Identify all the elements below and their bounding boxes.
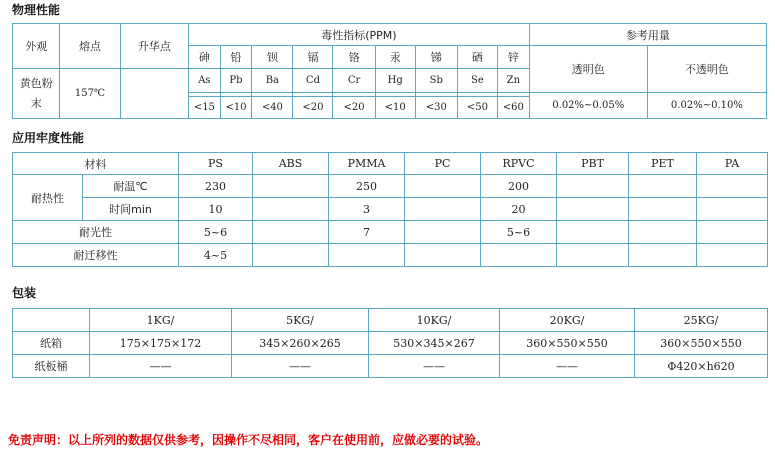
table-cell: 230 (179, 175, 253, 198)
transparent-header: 透明色 (529, 46, 647, 93)
table-cell: 250 (329, 175, 405, 198)
element-symbol: As (189, 69, 221, 93)
limit-value: <20 (293, 97, 333, 119)
table-cell (557, 198, 629, 221)
element-symbol: Cd (293, 69, 333, 93)
material-column: PC (405, 153, 481, 175)
toxicity-header: 毒性指标(PPM) (189, 24, 530, 46)
appearance-value: 黄色粉末 (13, 69, 60, 119)
element-cn: 锑 (415, 46, 457, 69)
material-column: ABS (253, 153, 329, 175)
table-cell (697, 198, 768, 221)
limit-value: <10 (220, 97, 252, 119)
table-cell (481, 244, 557, 267)
limit-value: <60 (497, 97, 529, 119)
table-cell (405, 198, 481, 221)
table-cell: 7 (329, 221, 405, 244)
package-size: 25KG/ (635, 309, 768, 332)
table-cell: 4~5 (179, 244, 253, 267)
appearance-header: 外观 (13, 24, 60, 69)
table-cell (697, 221, 768, 244)
element-symbol: Hg (375, 69, 415, 93)
table-cell (629, 175, 697, 198)
table-cell (629, 221, 697, 244)
table-cell: 175×175×172 (90, 332, 232, 355)
package-size: 5KG/ (232, 309, 369, 332)
element-cn: 镉 (293, 46, 333, 69)
table-cell: 10 (179, 198, 253, 221)
material-header: 材料 (13, 153, 179, 175)
transparent-value: 0.02%~0.05% (529, 93, 647, 119)
limit-value: <30 (415, 97, 457, 119)
melting-point-header: 熔点 (60, 24, 120, 69)
table-cell: 20 (481, 198, 557, 221)
melting-point-value: 157℃ (60, 69, 120, 119)
limit-value: <20 (333, 97, 375, 119)
heat-resistance-label: 耐热性 (13, 175, 83, 221)
table-cell (253, 221, 329, 244)
opaque-header: 不透明色 (647, 46, 766, 93)
material-column: PS (179, 153, 253, 175)
reference-dosage-header: 参考用量 (529, 24, 766, 46)
fastness-title: 应用牢度性能 (12, 131, 85, 145)
material-column: PA (697, 153, 768, 175)
element-symbol: Sb (415, 69, 457, 93)
element-symbol: Zn (497, 69, 529, 93)
material-column: PBT (557, 153, 629, 175)
package-size: 1KG/ (90, 309, 232, 332)
element-cn: 硒 (457, 46, 497, 69)
table-cell: —— (369, 355, 500, 378)
material-column: PET (629, 153, 697, 175)
sublimation-point-header: 升华点 (120, 24, 189, 69)
disclaimer: 免责声明：以上所列的数据仅供参考，因操作不尽相同，客户在使用前，应做必要的试验。 (8, 433, 489, 447)
table-cell: —— (90, 355, 232, 378)
element-symbol: Pb (220, 69, 252, 93)
table-cell (697, 244, 768, 267)
table-cell: 360×550×550 (635, 332, 768, 355)
physical-title: 物理性能 (12, 3, 61, 17)
table-cell: 530×345×267 (369, 332, 500, 355)
limit-value: <50 (457, 97, 497, 119)
table-cell: 345×260×265 (232, 332, 369, 355)
table-cell: 200 (481, 175, 557, 198)
table-cell (405, 175, 481, 198)
row-label: 时间min (83, 198, 179, 221)
limit-value: <40 (252, 97, 293, 119)
table-cell (405, 244, 481, 267)
table-cell (329, 244, 405, 267)
table-cell: —— (232, 355, 369, 378)
element-cn: 钡 (252, 46, 293, 69)
sublimation-point-value (120, 69, 189, 119)
limit-value: <10 (375, 97, 415, 119)
table-cell: Φ420×h620 (635, 355, 768, 378)
table-cell (557, 175, 629, 198)
packaging-table (12, 308, 768, 378)
fastness-table (12, 152, 768, 267)
table-cell (629, 198, 697, 221)
element-symbol: Cr (333, 69, 375, 93)
limit-value: <15 (189, 97, 221, 119)
material-column: PMMA (329, 153, 405, 175)
row-label: 耐光性 (13, 221, 179, 244)
table-cell: 5~6 (179, 221, 253, 244)
package-size: 20KG/ (500, 309, 635, 332)
row-label: 耐迁移性 (13, 244, 179, 267)
packaging-corner (13, 309, 90, 332)
element-cn: 铅 (220, 46, 252, 69)
row-label: 纸箱 (13, 332, 90, 355)
physical-table (12, 23, 767, 119)
element-cn: 锌 (497, 46, 529, 69)
table-cell (253, 175, 329, 198)
table-cell (629, 244, 697, 267)
table-cell (253, 244, 329, 267)
element-cn: 砷 (189, 46, 221, 69)
table-cell: 360×550×550 (500, 332, 635, 355)
package-size: 10KG/ (369, 309, 500, 332)
table-cell: 3 (329, 198, 405, 221)
element-symbol: Se (457, 69, 497, 93)
opaque-value: 0.02%~0.10% (647, 93, 766, 119)
element-cn: 汞 (375, 46, 415, 69)
packaging-title: 包装 (12, 286, 37, 300)
table-cell (557, 221, 629, 244)
table-cell (253, 198, 329, 221)
table-cell (405, 221, 481, 244)
element-symbol: Ba (252, 69, 293, 93)
row-label: 纸板桶 (13, 355, 90, 378)
table-cell (557, 244, 629, 267)
row-label: 耐温℃ (83, 175, 179, 198)
material-column: RPVC (481, 153, 557, 175)
element-cn: 铬 (333, 46, 375, 69)
table-cell: 5~6 (481, 221, 557, 244)
table-cell (697, 175, 768, 198)
table-cell: —— (500, 355, 635, 378)
